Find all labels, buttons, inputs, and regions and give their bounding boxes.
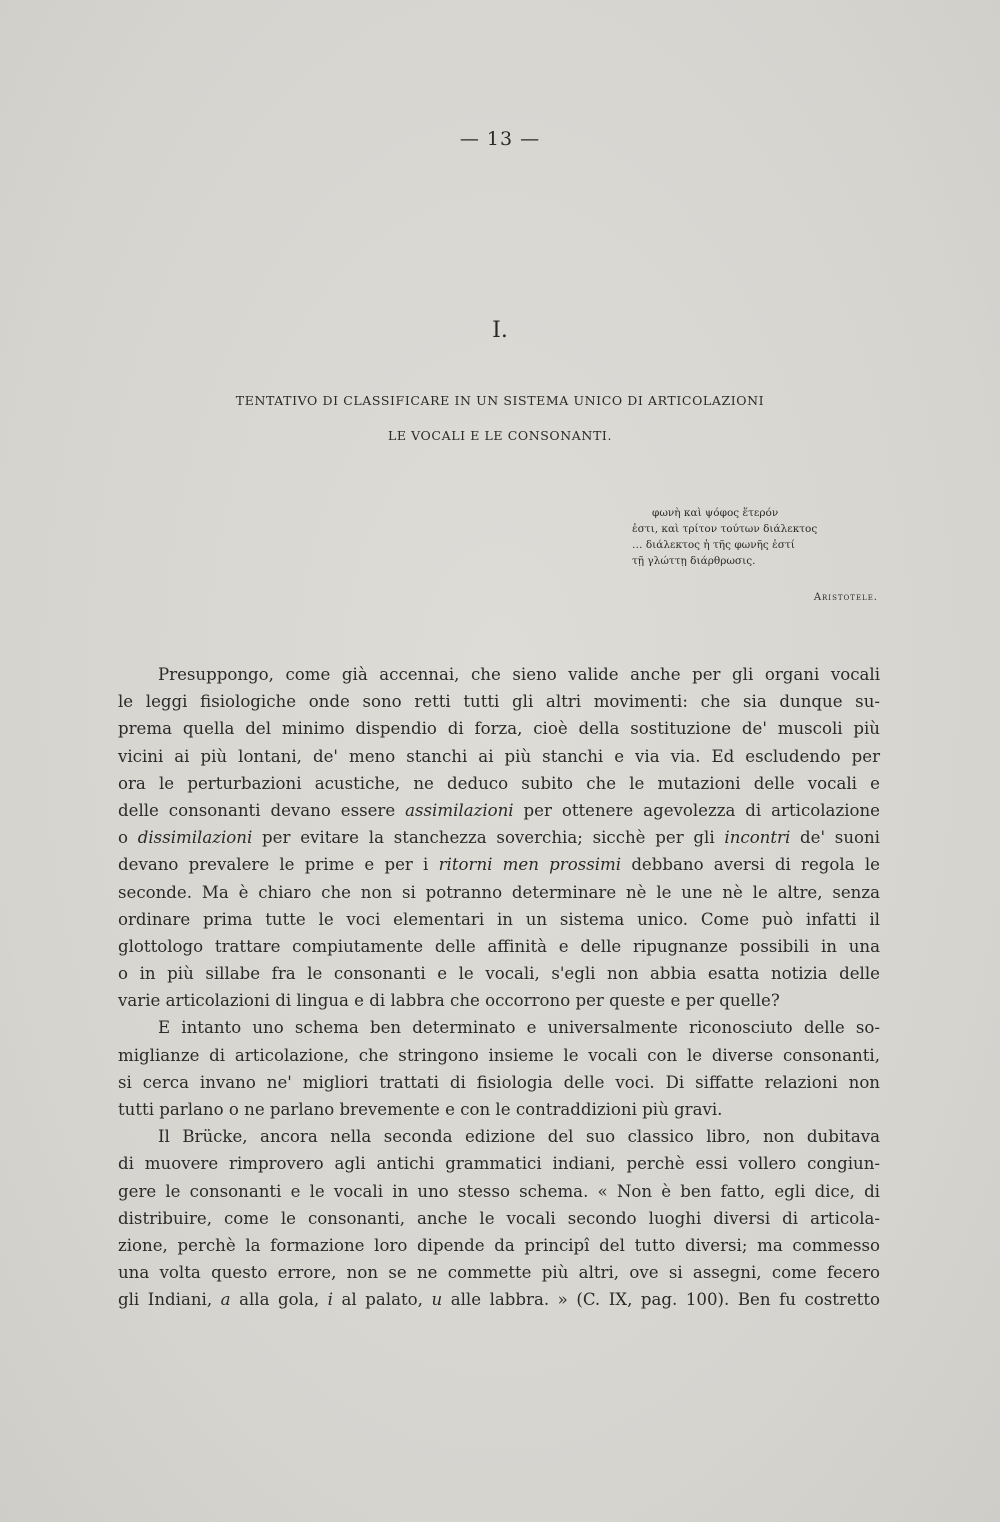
text-run: per evitare la stanchezza soverchia; sicchè per gli <box>252 828 725 848</box>
text-line: seconde. Ma è chiaro che non si potranno determinare nè le une nè le altre, senza <box>118 882 880 902</box>
epigraph-line: φωνὴ καὶ ψόφος ἕτερόν <box>652 507 779 519</box>
text-line: gere le consonanti e le vocali in uno stesso schema. « Non è ben fatto, egli dice, di <box>118 1181 880 1201</box>
text-line: si cerca invano ne' migliori trattati di fisiologia delle voci. Di siffatte relazioni non <box>118 1072 880 1092</box>
section-numeral: I. <box>492 318 508 343</box>
text-line <box>118 824 880 851</box>
text-run: o <box>118 828 138 848</box>
epigraph-line: … διάλεκτος ἡ τῆς φωνῆς ἐστί <box>632 539 795 551</box>
text-line: le leggi fisiologiche onde sono retti tutti gli altri movimenti: che sia dunque su- <box>118 692 880 712</box>
italic-term: assimilazioni <box>405 800 514 820</box>
text-line: ora le perturbazioni acustiche, ne deduco subito che le mutazioni delle vocali e <box>118 773 880 793</box>
text-run: alle labbra. » (C. IX, pag. 100). Ben fu costretto <box>442 1290 880 1310</box>
text-run: devano prevalere le prime e per i <box>118 855 439 875</box>
text-line: o in più sillabe fra le consonanti e le vocali, s'egli non abbia esatta notizia delle <box>118 964 880 984</box>
text-line <box>118 797 880 824</box>
text-line: E intanto uno schema ben determinato e universalmente riconosciuto delle so- <box>158 1018 880 1038</box>
text-line: miglianze di articolazione, che stringono insieme le vocali con le diverse consonanti, <box>118 1045 880 1065</box>
page-number: — 13 — <box>459 128 541 150</box>
text-line: prema quella del minimo dispendio di forza, cioè della sostituzione de' muscoli più <box>118 719 880 739</box>
text-run: al palato, <box>332 1290 432 1310</box>
epigraph-line: ἐστι, καὶ τρίτον τούτων διάλεκτος <box>632 523 818 535</box>
epigraph <box>600 505 880 569</box>
text-line: tutti parlano o ne parlano brevemente e con le contraddizioni più gravi. <box>118 1100 723 1119</box>
text-line <box>118 851 880 878</box>
text-run: alla gola, <box>230 1290 328 1310</box>
body-text <box>118 661 880 1314</box>
italic-term: dissimilazioni <box>137 828 253 848</box>
text-run: per ottenere agevolezza di articolazione <box>513 800 880 820</box>
italic-term: incontri <box>724 828 791 848</box>
text-line: varie articolazioni di lingua e di labbra che occorrono per queste e per quelle? <box>118 991 780 1011</box>
chapter-title-line-2: LE VOCALI E LE CONSONANTI. <box>387 428 613 443</box>
text-run: gli Indiani, <box>118 1290 221 1310</box>
text-line: di muovere rimprovero agli antichi grammatici indiani, perchè essi vollero congiun- <box>118 1154 880 1174</box>
text-run: debbano aversi di regola le <box>621 855 880 875</box>
text-line: Il Brücke, ancora nella seconda edizione del suo classico libro, non dubitava <box>158 1127 880 1147</box>
text-line: zione, perchè la formazione loro dipende da principî del tutto diversi; ma commesso <box>118 1235 880 1255</box>
epigraph-attribution: Aristotele. <box>813 592 878 603</box>
italic-term: a <box>220 1290 231 1310</box>
text-line: distribuire, come le consonanti, anche le vocali secondo luoghi diversi di articola- <box>118 1208 880 1228</box>
chapter-title-line-1: TENTATIVO DI CLASSIFICARE IN UN SISTEMA UNICO DI ARTICOLAZIONI <box>235 393 765 408</box>
text-run: de' suoni <box>790 828 880 848</box>
text-line: vicini ai più lontani, de' meno stanchi ai più stanchi e via via. Ed escludendo per <box>118 746 880 766</box>
italic-term: u <box>431 1290 443 1310</box>
text-line: ordinare prima tutte le voci elementari in un sistema unico. Come può infatti il <box>118 909 880 929</box>
text-line: glottologo trattare compiutamente delle affinità e delle ripugnanze possibili in una <box>118 936 880 956</box>
epigraph-line: τῇ γλώττῃ διάρθρωσις. <box>632 555 756 567</box>
text-line: Presuppongo, come già accennai, che sieno valide anche per gli organi vocali <box>158 665 880 684</box>
text-line: una volta questo errore, non se ne commette più altri, ove si assegni, come fecero <box>118 1263 880 1283</box>
italic-term: ritorni men prossimi <box>438 855 622 875</box>
text-line <box>118 1286 880 1313</box>
text-run: delle consonanti devano essere <box>118 800 406 820</box>
italic-term: i <box>327 1290 333 1310</box>
